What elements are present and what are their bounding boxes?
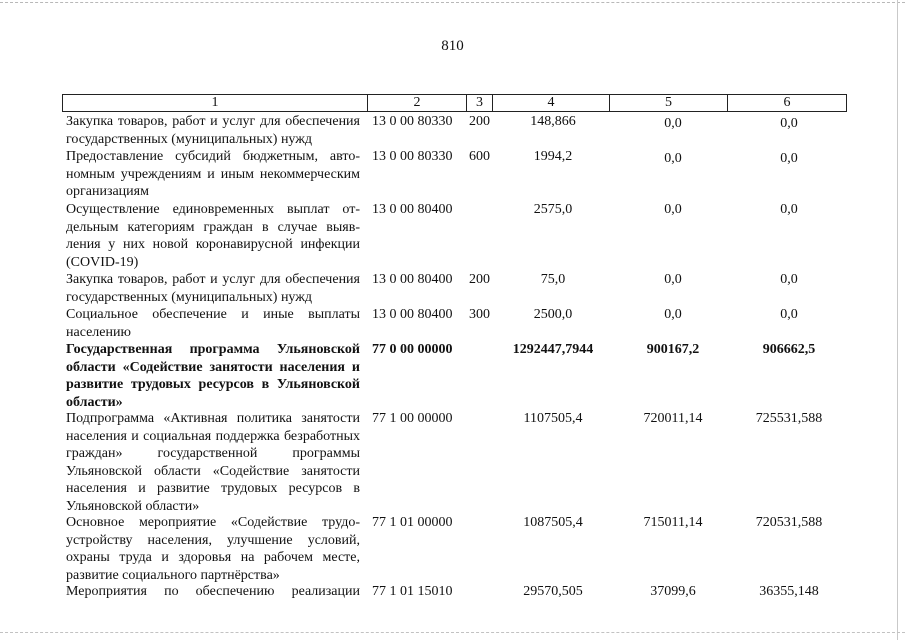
row-code: 13 0 00 80400 (372, 307, 453, 322)
row-code: 13 0 00 80330 (372, 114, 453, 129)
row-value-col6: 0,0 (780, 116, 798, 131)
row-value-col6: 906662,5 (762, 342, 816, 357)
row-value-col5: 900167,2 (646, 342, 700, 357)
row-name: Закупка товаров, работ и услуг для обеспечения государственных (муниципальных) нужд (66, 114, 360, 147)
column-header-1: 1 (63, 95, 368, 112)
row-name: Подпрограмма «Активная политика занятости населения и социальная поддержка безработных граждан» государственной программы Ульяновской области «Содействие занятости населения и развитие трудовых ресурсов в Ульяновской области» (66, 411, 360, 514)
row-code: 77 1 00 00000 (372, 411, 453, 426)
row-name: Закупка товаров, работ и услуг для обеспечения государственных (муниципальных) нужд (66, 272, 360, 305)
row-value-col4: 148,866 (530, 114, 576, 129)
scan-edge-right (897, 0, 898, 640)
page-number: 810 (441, 38, 464, 54)
row-value-col4: 29570,505 (523, 584, 583, 599)
row-code: 77 1 01 00000 (372, 515, 453, 530)
row-name: Осуществление единовременных выплат отдельным категориям граждан в случае выявления у них новой коронавирусной инфекции (COVID-19) (66, 202, 360, 270)
row-value-col5: 0,0 (664, 116, 682, 131)
row-value-col6: 0,0 (780, 151, 798, 166)
scan-edge-top (0, 2, 905, 3)
row-expense-type: 600 (469, 149, 490, 164)
row-code: 77 1 01 15010 (372, 584, 453, 599)
row-value-col5: 37099,6 (650, 584, 696, 599)
row-value-col6: 0,0 (780, 272, 798, 287)
row-name: Предоставление субсидий бюджетным, автономным учреждениям и иным некоммерческим организациям (66, 149, 360, 199)
row-code: 77 0 00 00000 (372, 342, 453, 357)
column-header-2: 2 (368, 95, 467, 112)
row-expense-type: 300 (469, 307, 490, 322)
column-header-row (63, 95, 847, 112)
row-value-col6: 720531,588 (755, 515, 823, 530)
row-value-col4: 1087505,4 (523, 515, 583, 530)
row-value-col6: 725531,588 (755, 411, 823, 426)
row-value-col5: 0,0 (664, 272, 682, 287)
row-value-col4: 1994,2 (533, 149, 573, 164)
row-value-col4: 2575,0 (533, 202, 573, 217)
row-code: 13 0 00 80330 (372, 149, 453, 164)
row-expense-type: 200 (469, 114, 490, 129)
scan-edge-bottom (0, 632, 905, 633)
column-header-table (62, 94, 847, 112)
row-name: Социальное обеспечение и иные выплаты населению (66, 307, 360, 340)
row-value-col5: 0,0 (664, 151, 682, 166)
row-value-col6: 36355,148 (759, 584, 819, 599)
row-expense-type: 200 (469, 272, 490, 287)
row-value-col4: 75,0 (540, 272, 566, 287)
column-header-6: 6 (728, 95, 847, 112)
row-value-col4: 2500,0 (533, 307, 573, 322)
row-value-col4: 1292447,7944 (512, 342, 594, 357)
row-value-col5: 720011,14 (643, 411, 703, 426)
row-value-col5: 715011,14 (643, 515, 703, 530)
row-value-col5: 0,0 (664, 307, 682, 322)
row-value-col4: 1107505,4 (523, 411, 583, 426)
row-name: Мероприятия по обеспечению реализации (66, 584, 360, 599)
column-header-4: 4 (493, 95, 610, 112)
row-code: 13 0 00 80400 (372, 272, 453, 287)
row-name: Государственная программа Ульяновской области «Содействие занятости населения и развитие трудовых ресурсов в Ульяновской области» (66, 342, 360, 410)
column-header-3: 3 (467, 95, 493, 112)
row-value-col6: 0,0 (780, 307, 798, 322)
row-value-col5: 0,0 (664, 202, 682, 217)
row-name: Основное мероприятие «Содействие трудоустройству населения, улучшение условий, охраны труда и здоровья на рабочем месте, развитие социального партнёрства» (66, 515, 360, 583)
column-header-5: 5 (610, 95, 728, 112)
row-code: 13 0 00 80400 (372, 202, 453, 217)
row-value-col6: 0,0 (780, 202, 798, 217)
